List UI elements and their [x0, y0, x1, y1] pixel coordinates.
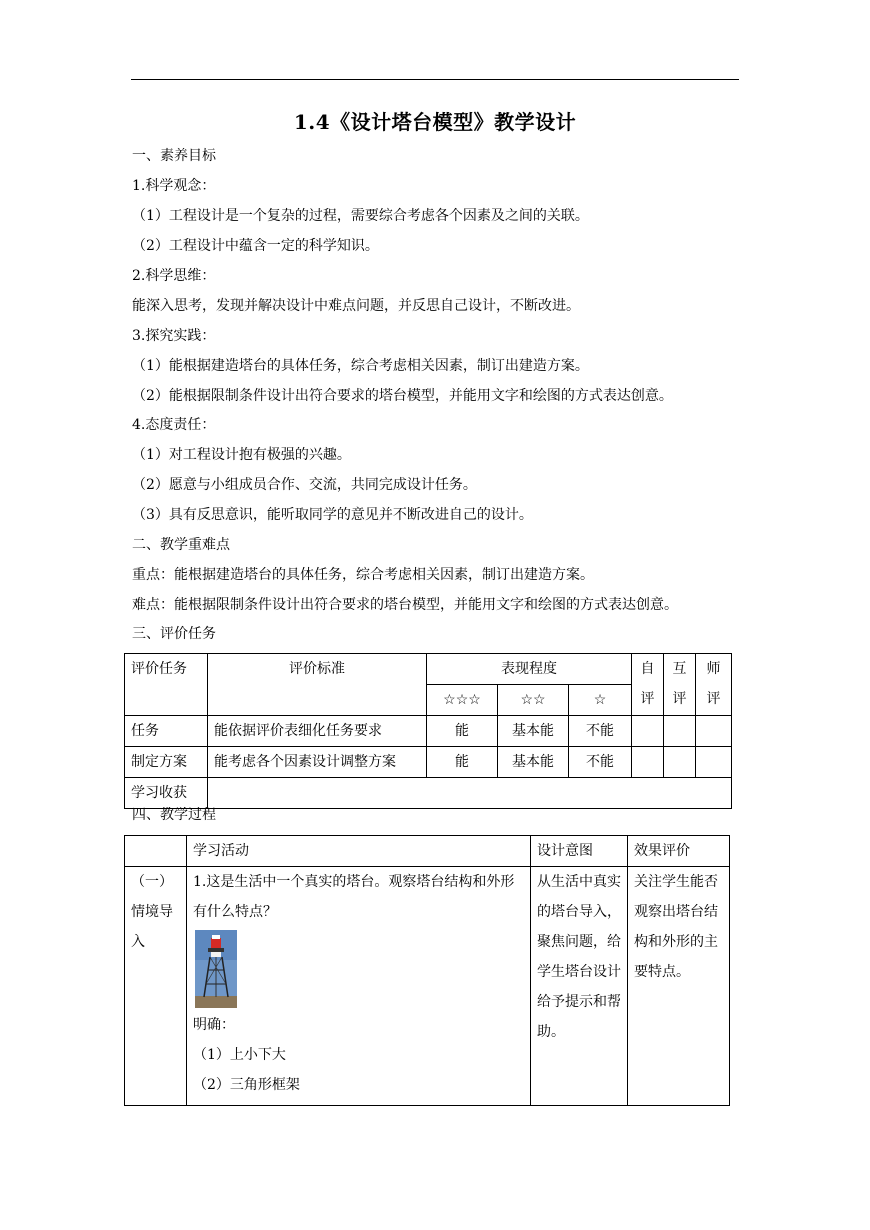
document-title: 1.4《设计塔台模型》教学设计: [293, 110, 577, 134]
header-performance: 表现程度: [427, 654, 632, 685]
activity-point: （2）三角形框架: [193, 1077, 300, 1093]
cell-empty: [208, 778, 732, 809]
cell-empty: [696, 716, 732, 747]
cell-level: 基本能: [498, 716, 569, 747]
header-peer-eval: 互 评: [664, 654, 696, 716]
goal-item: （2）愿意与小组成员合作、交流，共同完成设计任务。: [132, 477, 477, 493]
process-table: [124, 835, 730, 1106]
goal-heading-attitude: 4.态度责任：: [132, 417, 216, 433]
activity-point: （1）上小下大: [193, 1047, 286, 1063]
goal-item: （2）工程设计中蕴含一定的科学知识。: [132, 238, 379, 254]
cell-stage: （一）情境导入: [125, 867, 187, 1106]
header-rule: [131, 79, 739, 80]
table-row: [125, 716, 732, 747]
goal-item: （1）对工程设计抱有极强的兴趣。: [132, 447, 351, 463]
header-effect-eval: 效果评价: [628, 836, 730, 867]
cell-empty: [664, 716, 696, 747]
cell-task: 任务: [125, 716, 208, 747]
cell-level: 能: [427, 716, 498, 747]
cell-intent: 从生活中真实的塔台导入，聚焦问题，给学生塔台设计给予提示和帮助。: [531, 867, 628, 1106]
cell-empty: [664, 747, 696, 778]
activity-question: 1.这是生活中一个真实的塔台。观察塔台结构和外形有什么特点？: [193, 874, 515, 920]
cell-task: 制定方案: [125, 747, 208, 778]
cell-standard: 能依据评价表细化任务要求: [208, 716, 427, 747]
cell-empty: [696, 747, 732, 778]
cell-level: 不能: [569, 747, 632, 778]
tower-photo: [195, 930, 237, 1008]
goal-heading-concept: 1.科学观念：: [132, 178, 216, 194]
header-three-stars: ☆☆☆: [427, 685, 498, 716]
header-two-stars: ☆☆: [498, 685, 569, 716]
header-standard: 评价标准: [208, 654, 427, 716]
difficult-point: 难点：能根据限制条件设计出符合要求的塔台模型，并能用文字和绘图的方式表达创意。: [132, 597, 678, 613]
cell-task: 学习收获: [125, 778, 208, 809]
activity-clarify: 明确：: [193, 1017, 235, 1033]
table-row: [125, 778, 732, 809]
cell-empty: [632, 716, 664, 747]
header-one-star: ☆: [569, 685, 632, 716]
goal-item: （1）工程设计是一个复杂的过程，需要综合考虑各个因素及之间的关联。: [132, 208, 589, 224]
header-activity: 学习活动: [187, 836, 531, 867]
table-row: [125, 867, 730, 1106]
cell-empty: [632, 747, 664, 778]
cell-level: 能: [427, 747, 498, 778]
cell-effect-eval: 关注学生能否观察出塔台结构和外形的主要特点。: [628, 867, 730, 1106]
evaluation-table: [124, 653, 732, 809]
goal-heading-practice: 3.探究实践：: [132, 328, 216, 344]
section-heading-process: 四、教学过程: [132, 807, 216, 823]
goal-item: 能深入思考，发现并解决设计中难点问题，并反思自己设计，不断改进。: [132, 298, 580, 314]
goal-item: （3）具有反思意识，能听取同学的意见并不断改进自己的设计。: [132, 507, 533, 523]
header-intent: 设计意图: [531, 836, 628, 867]
header-stage: [125, 836, 187, 867]
goal-heading-thinking: 2.科学思维：: [132, 268, 216, 284]
goal-item: （2）能根据限制条件设计出符合要求的塔台模型，并能用文字和绘图的方式表达创意。: [132, 388, 673, 404]
header-task: 评价任务: [125, 654, 208, 716]
key-point: 重点：能根据建造塔台的具体任务，综合考虑相关因素，制订出建造方案。: [132, 567, 594, 583]
cell-level: 不能: [569, 716, 632, 747]
header-teacher-eval: 师 评: [696, 654, 732, 716]
header-self-eval: 自 评: [632, 654, 664, 716]
cell-standard: 能考虑各个因素设计调整方案: [208, 747, 427, 778]
table-row: [125, 747, 732, 778]
section-heading-evaluation: 三、评价任务: [132, 626, 216, 642]
cell-activity: [187, 867, 531, 1106]
goal-item: （1）能根据建造塔台的具体任务，综合考虑相关因素，制订出建造方案。: [132, 358, 589, 374]
section-heading-key-points: 二、教学重难点: [132, 537, 230, 553]
section-heading-goals: 一、素养目标: [132, 148, 216, 164]
cell-level: 基本能: [498, 747, 569, 778]
